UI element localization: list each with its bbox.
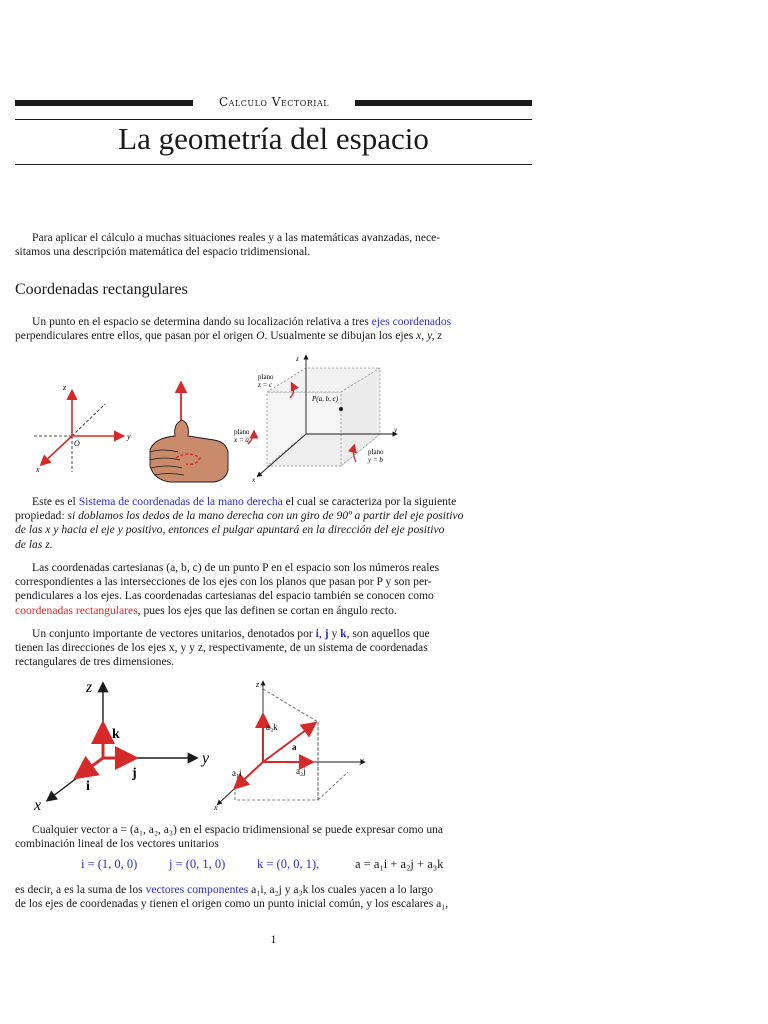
p1-text-a: Un punto en el espacio se determina dando su localización relativa a tres <box>32 315 372 328</box>
intro-line-2: sitamos una descripción matemática del espacio tridimensional. <box>15 245 311 259</box>
cube-y-label: y <box>394 426 398 434</box>
paragraph-linear-combination <box>15 823 532 851</box>
unit-z-label: z <box>86 679 93 696</box>
p2-italic-3: de las z. <box>15 537 53 551</box>
p1-origin: O <box>256 329 265 343</box>
header-rule-right <box>355 100 532 106</box>
vector-j: j <box>324 627 329 640</box>
link-vectores-componentes[interactable]: vectores componentes <box>145 883 249 896</box>
unit-y-label: y <box>202 750 210 767</box>
p4-text-b: , son aquellos que <box>346 627 430 640</box>
p2-text-c: propiedad: <box>15 509 68 523</box>
p4-line-2: tienen las direcciones de los ejes x, y y z, respectivamente, de un sistema de coordenadas <box>15 641 428 655</box>
paragraph-cartesian <box>15 561 532 618</box>
unit-k-label: k <box>112 727 120 742</box>
comp-a2j-label: a₂j <box>296 766 306 776</box>
p2-italic-1: si doblamos los dedos de la mano derecha con un giro de 90º a partir del eje positivo <box>67 509 464 523</box>
unit-i-label: i <box>86 779 90 794</box>
cube-diagram <box>233 355 398 484</box>
p5-line-2: combinación lineal de los vectores unitarios <box>15 837 219 851</box>
plane-x-label-1: plano <box>234 428 250 436</box>
equation-k: k = (0, 0, 1), <box>257 857 320 871</box>
p2-text-a: Este es el <box>32 495 79 508</box>
p6-text-b: a₁i, a₂j y a₃k los cuales yacen a lo largo <box>248 883 434 896</box>
cube-point-label: P(a, b, c) <box>312 395 339 403</box>
plane-z-label-2: z = c <box>258 381 273 389</box>
vector-i: i <box>315 627 319 640</box>
course-name: Calculo Vectorial <box>218 95 330 109</box>
p3-line-1: Las coordenadas cartesianas (a, b, c) de un punto P en el espacio son los números reales <box>32 561 440 574</box>
comp-a1i-label: a₁i <box>232 768 242 778</box>
cube-x-label: x <box>252 476 256 484</box>
comp-a-label: a <box>292 742 297 752</box>
unit-j-label: j <box>132 766 137 781</box>
p1-text-b: perpendiculares entre ellos, que pasan por el origen <box>15 329 257 343</box>
p1-axes: x, y, z <box>416 329 442 343</box>
comp-z-label: z <box>256 680 260 689</box>
comp-y-label: y <box>360 756 364 765</box>
equation-i: i = (1, 0, 0) <box>81 857 138 871</box>
left-x-label: x <box>36 465 40 474</box>
comp-a3k-label: a₃k <box>266 722 278 732</box>
p5-line-1: Cualquier vector a = (a₁, a₂, a₃) en el espacio tridimensional se puede expresar como una <box>32 823 444 836</box>
vector-components-diagram <box>213 680 364 812</box>
paragraph-components <box>15 883 532 911</box>
link-sistema-mano-derecha[interactable]: Sistema de coordenadas de la mano derecha <box>78 495 283 508</box>
title-rule-bottom <box>15 164 532 165</box>
header-bar <box>15 93 532 113</box>
p4-sep-1: , <box>318 627 325 640</box>
section-heading: Coordenadas rectangulares <box>15 281 188 298</box>
link-ejes-coordenados[interactable]: ejes coordenados <box>371 315 452 328</box>
equation-a: a = a₁i + a₂j + a₃k <box>355 857 444 871</box>
left-origin-label: O <box>74 439 80 448</box>
p4-sep-2: y <box>328 627 341 640</box>
figure2-svg <box>28 676 378 816</box>
plane-z-label-1: plano <box>258 373 274 381</box>
header-rule-left <box>15 100 193 106</box>
comp-x-label: x <box>214 803 218 812</box>
p2-italic-2: de las x y hacia el eje y positivo, entonces el pulgar apuntará en la dirección del eje positivo <box>15 523 445 537</box>
vector-k: k <box>340 627 347 640</box>
figure1-svg <box>30 354 410 489</box>
figure-coordinate-systems <box>30 354 410 489</box>
paragraph-right-hand <box>15 495 532 552</box>
unit-x-label: x <box>34 797 42 814</box>
p2-text-b: el cual se caracteriza por la siguiente <box>282 495 457 508</box>
plane-y-label-2: y = b <box>368 456 383 464</box>
plane-x-label-2: x = a <box>234 436 249 444</box>
page-number: 1 <box>270 932 277 946</box>
link-coordenadas-rectangulares[interactable]: coordenadas rectangulares <box>15 603 138 617</box>
plane-y-label-1: plano <box>368 448 384 456</box>
p6-text-a: es decir, a es la suma de los <box>15 883 146 896</box>
page-title: La geometría del espacio <box>118 121 429 156</box>
cube-z-label: z <box>296 355 299 363</box>
p4-text-a: Un conjunto importante de vectores unitarios, denotados por <box>32 627 316 640</box>
left-z-label: z <box>63 383 67 392</box>
p1-text-c: . Usualmente se dibujan los ejes <box>264 329 417 343</box>
right-hand-illustration <box>150 384 228 482</box>
intro-paragraph <box>15 231 532 259</box>
p6-line-2: de los ejes de coordenadas y tienen el origen como un punto inicial común, y los escalares a₁, <box>15 897 449 911</box>
intro-line-1: Para aplicar el cálculo a muchas situaciones reales y a las matemáticas avanzadas, nece- <box>32 231 441 244</box>
figure-unit-vectors <box>28 676 378 816</box>
left-y-label: y <box>127 432 131 441</box>
p3-line-3: pendiculares a los ejes. Las coordenadas cartesianas del espacio también se conocen como <box>15 589 434 603</box>
left-axes-diagram <box>34 383 131 474</box>
paragraph-unit-vectors <box>15 627 532 670</box>
p3-line-2: correspondientes a las intersecciones de los ejes con los planos que pasan por P y son per- <box>15 575 432 589</box>
equation-j: j = (0, 1, 0) <box>169 857 226 871</box>
p3-line-4: , pues los ejes que las definen se cortan en ángulo recto. <box>137 603 397 617</box>
p4-line-3: rectangulares de tres dimensiones. <box>15 655 175 669</box>
unit-vector-diagram <box>33 679 210 814</box>
paragraph-axes <box>15 315 532 343</box>
